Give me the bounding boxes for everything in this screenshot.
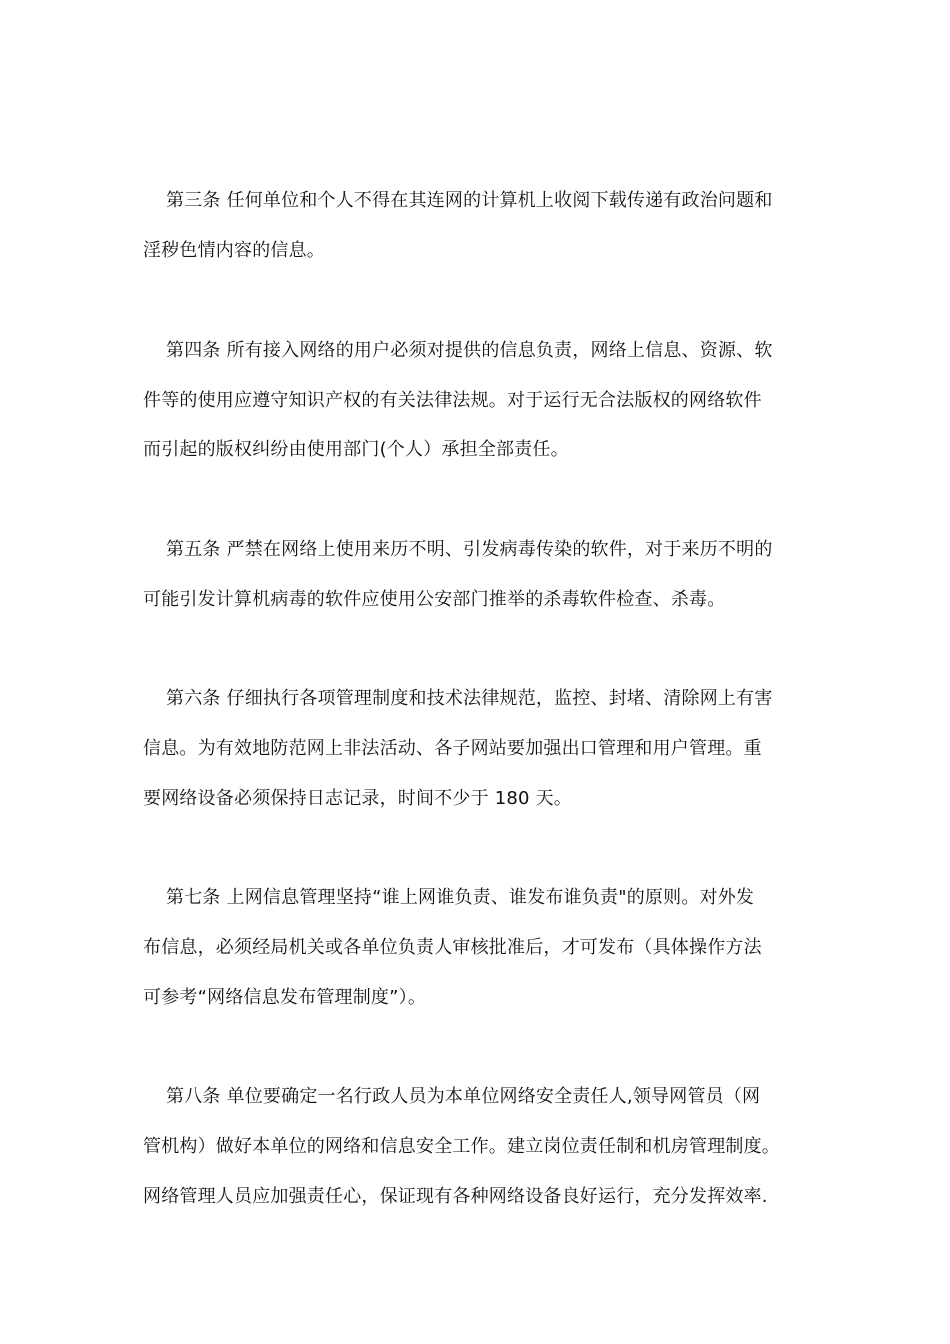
article-7-line-1: 第七条 上网信息管理坚持“谁上网谁负责、谁发布谁负责"的原则。对外发 xyxy=(166,887,755,908)
article-4-line-2: 件等的使用应遵守知识产权的有关法律法规。对于运行无合法版权的网络软件 xyxy=(143,390,762,411)
article-4-line-1: 第四条 所有接入网络的用户必须对提供的信息负责，网络上信息、资源、软 xyxy=(166,340,773,361)
article-8-line-2: 管机构）做好本单位的网络和信息安全工作。建立岗位责任制和机房管理制度。 xyxy=(143,1136,780,1157)
article-6-line-3: 要网络设备必须保持日志记录，时间不少于 180 天。 xyxy=(143,788,572,809)
article-4-line-3: 而引起的版权纠纷由使用部门(个人）承担全部责任。 xyxy=(143,439,569,460)
article-3-line-2: 淫秽色情内容的信息。 xyxy=(143,240,325,261)
article-7-line-3: 可参考“网络信息发布管理制度”）。 xyxy=(143,987,427,1008)
article-7-line-2: 布信息，必须经局机关或各单位负责人审核批准后，才可发布（具体操作方法 xyxy=(143,937,762,958)
article-6-line-2: 信息。为有效地防范网上非法活动、各子网站要加强出口管理和用户管理。重 xyxy=(143,738,762,759)
article-6-line-1: 第六条 仔细执行各项管理制度和技术法律规范，监控、封堵、清除网上有害 xyxy=(166,688,773,709)
article-5-line-1: 第五条 严禁在网络上使用来历不明、引发病毒传染的软件，对于来历不明的 xyxy=(166,539,773,560)
article-5-line-2: 可能引发计算机病毒的软件应使用公安部门推举的杀毒软件检查、杀毒。 xyxy=(143,589,726,610)
article-8-line-1: 第八条 单位要确定一名行政人员为本单位网络安全责任人,领导网管员（网 xyxy=(166,1086,761,1107)
article-3-line-1: 第三条 任何单位和个人不得在其连网的计算机上收阅下载传递有政治问题和 xyxy=(166,190,773,211)
article-8-line-3: 网络管理人员应加强责任心，保证现有各种网络设备良好运行，充分发挥效率. xyxy=(143,1186,768,1207)
